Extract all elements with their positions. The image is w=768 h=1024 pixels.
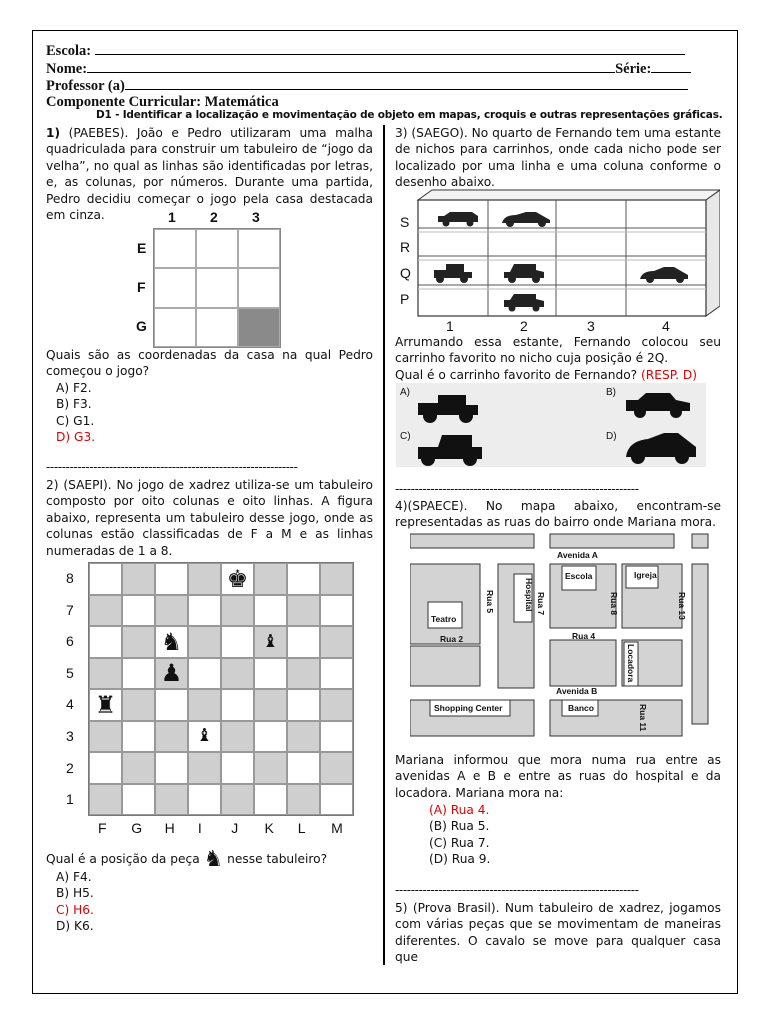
chess-square: [122, 658, 155, 690]
chess-square: [89, 752, 122, 784]
shelf-col-label: 3: [587, 318, 595, 334]
chess-square: [155, 721, 188, 753]
highlighted-cell: [238, 308, 280, 347]
car-option-label: A): [400, 387, 410, 398]
answer-note: (RESP. D): [641, 368, 698, 382]
rook-icon: ♜: [94, 690, 117, 719]
grid-cell: [196, 229, 238, 268]
chess-file-label: H: [164, 820, 175, 836]
bishop-icon: ♝: [262, 630, 279, 652]
shelf-row-label: S: [400, 214, 410, 230]
chess-square: [287, 752, 320, 784]
q3-question: Qual é o carrinho favorito de Fernando? (RESP. D): [395, 368, 698, 382]
chess-rank-label: 3: [66, 728, 74, 744]
map-label: Avenida A: [557, 550, 598, 560]
knight-icon: ♞: [203, 847, 224, 872]
grid-cell: [238, 229, 280, 268]
chess-square: [89, 784, 122, 816]
chess-square: [287, 721, 320, 753]
grid-cell: [154, 308, 196, 347]
bishop-icon: ♝: [196, 725, 213, 747]
q1-row-label: E: [137, 240, 147, 256]
map-label: Avenida B: [556, 686, 598, 696]
shelf-col-label: 1: [446, 318, 454, 334]
map-label: Escola: [565, 571, 593, 581]
option[interactable]: D) K6.: [56, 919, 94, 934]
q1-col-label: 1: [168, 209, 176, 225]
subject-line: Componente Curricular: Matemática: [46, 94, 279, 110]
chess-square: [122, 689, 155, 721]
chess-file-label: G: [131, 820, 143, 836]
map-label: Teatro: [431, 614, 457, 624]
map-label: Locadora: [626, 644, 636, 683]
chess-square: [188, 752, 221, 784]
chess-square: [221, 626, 254, 658]
grid-cell: [154, 229, 196, 268]
column-divider: [383, 125, 385, 965]
option[interactable]: B) H5.: [56, 886, 94, 901]
chess-square: [221, 658, 254, 690]
chess-square: [188, 784, 221, 816]
option[interactable]: (C) Rua 7.: [429, 835, 490, 850]
q4-question: Mariana informou que mora numa rua entre as avenidas A e B e entre as ruas do hospital e da locadora. Mariana mora na:: [395, 753, 721, 800]
chess-square: [254, 563, 287, 595]
map-label: Banco: [568, 703, 594, 713]
chess-square: [254, 595, 287, 627]
chess-square: [254, 626, 287, 658]
chess-square: [254, 784, 287, 816]
chess-square: [89, 689, 122, 721]
chess-square: [287, 689, 320, 721]
chess-square: [188, 658, 221, 690]
teacher-line: Professor (a): [46, 78, 688, 95]
map-label: Igreja: [634, 570, 657, 580]
car-drawings: [396, 383, 706, 467]
grid-cell: [196, 308, 238, 347]
chess-square: [254, 752, 287, 784]
chess-rank-label: 5: [66, 664, 74, 681]
chess-square: [155, 689, 188, 721]
pawn-icon: ♟: [160, 659, 183, 688]
chess-square: [89, 721, 122, 753]
option-correct[interactable]: D) G3.: [56, 430, 96, 445]
map-label: Shopping Center: [434, 703, 503, 713]
separator: --------------------------------------------------------------: [395, 883, 639, 897]
q2-text: 2) (SAEPI). No jogo de xadrez utiliza-se um tabuleiro composto por oito colunas e oito linhas. A figura abaixo, representa um tabuleiro desse jogo, onde as colunas estão classificadas de F a M e as linhas numeradas de 1 a 8.: [46, 478, 373, 558]
chess-square: [320, 752, 353, 784]
chess-square: [155, 658, 188, 690]
chess-square: [320, 784, 353, 816]
option[interactable]: A) F2.: [56, 381, 92, 395]
chess-square: [221, 752, 254, 784]
chess-square: [122, 721, 155, 753]
map-label: Rua 7: [536, 592, 546, 616]
shelf-col-label: 2: [520, 318, 528, 334]
chess-file-label: I: [197, 820, 202, 836]
q4-text: 4)(SPAECE). No mapa abaixo, encontram-se representadas as ruas do bairro onde Mariana mora.: [395, 499, 721, 530]
q1-row-label: G: [136, 318, 147, 334]
chessboard: [88, 562, 354, 816]
chess-square: [320, 721, 353, 753]
chess-square: [155, 563, 188, 595]
q1-text: 1) (PAEBES). João e Pedro utilizaram uma malha quadriculada para construir um tabuleiro de “jogo da velha”, no qual as linhas são identificadas por letras, e, as colunas, por números. Durante uma partida, Pedro decidiu começar o jogo pela casa destacada em cinza.: [46, 126, 374, 223]
chess-square: [320, 595, 353, 627]
shelf-row-label: Q: [400, 265, 411, 281]
chess-square: [254, 658, 287, 690]
chess-rank-label: 7: [66, 601, 74, 618]
chess-square: [155, 752, 188, 784]
q2-options: [46, 869, 373, 935]
car-option-label: D): [606, 431, 617, 442]
chess-square: [89, 595, 122, 627]
name-line: Nome: Série:: [46, 61, 691, 78]
separator: --------------------------------------------------------------: [395, 482, 639, 496]
chess-square: [188, 563, 221, 595]
school-line: Escola:: [46, 43, 685, 60]
chess-square: [188, 626, 221, 658]
descriptor: D1 - Identificar a localização e movimentação de objeto em mapas, croquis e outras representações gráficas.: [96, 109, 723, 121]
chess-rank-label: 4: [66, 696, 74, 713]
chess-rank-label: 6: [66, 633, 74, 650]
q1-question: Quais são as coordenadas da casa na qual Pedro começou o jogo?: [46, 348, 373, 379]
map-label: Rua 13: [677, 592, 687, 620]
grid-cell: [238, 268, 280, 307]
chess-square: [320, 626, 353, 658]
chess-square: [188, 595, 221, 627]
shelf-row-label: R: [400, 239, 411, 255]
chess-square: [89, 563, 122, 595]
chess-square: [122, 563, 155, 595]
map-label: Rua 5: [485, 590, 495, 614]
chess-square: [188, 721, 221, 753]
tic-tac-toe-grid: [153, 228, 281, 348]
q5-text: 5) (Prova Brasil). Num tabuleiro de xadrez, jogamos com várias peças que se movimentam de maneiras diferentes. O cavalo se move para qualquer casa que: [395, 901, 721, 965]
chess-file-label: J: [231, 820, 239, 836]
q1-col-label: 3: [252, 209, 260, 225]
chess-square: [221, 689, 254, 721]
chess-file-label: M: [331, 820, 343, 836]
option[interactable]: A) F4.: [56, 870, 92, 884]
chess-square: [287, 626, 320, 658]
map-label: Rua 2: [440, 634, 464, 644]
chess-square: [122, 752, 155, 784]
chess-square: [320, 689, 353, 721]
king-icon: ♚: [226, 564, 249, 593]
option[interactable]: (B) Rua 5.: [429, 819, 490, 834]
option[interactable]: B) F3.: [56, 397, 92, 412]
chess-square: [221, 721, 254, 753]
chess-rank-label: 2: [66, 759, 74, 776]
chess-file-label: L: [297, 820, 306, 836]
option[interactable]: (D) Rua 9.: [429, 852, 491, 867]
option-correct[interactable]: C) H6.: [56, 902, 94, 917]
chess-square: [89, 626, 122, 658]
q1-col-label: 2: [210, 209, 218, 225]
separator: ----------------------------------------------------------------: [46, 460, 298, 474]
chess-square: [155, 784, 188, 816]
map-label: Hospital: [524, 578, 534, 612]
chess-square: [122, 595, 155, 627]
shelf-col-label: 4: [662, 318, 670, 334]
option[interactable]: C) G1.: [56, 413, 95, 428]
chess-rank-label: 8: [66, 570, 74, 586]
map-label: Rua 11: [638, 704, 648, 732]
chess-square: [221, 563, 254, 595]
chess-square: [254, 721, 287, 753]
q1-options: [46, 380, 373, 446]
q3-text: 3) (SAEGO). No quarto de Fernando tem uma estante de nichos para carrinhos, onde cada nicho pode ser localizado por uma linha e uma coluna conforme o desenho abaixo.: [395, 126, 721, 190]
chess-square: [122, 626, 155, 658]
chess-square: [155, 595, 188, 627]
q2-question: Qual é a posição da peça ♞ nesse tabuleiro?: [46, 847, 328, 872]
chess-square: [188, 689, 221, 721]
chess-square: [287, 595, 320, 627]
map-label: Rua 8: [609, 592, 619, 616]
chess-file-label: F: [98, 820, 107, 836]
grid-cell: [196, 268, 238, 307]
q4-options: [395, 802, 721, 868]
chess-square: [221, 784, 254, 816]
map-label: Rua 4: [572, 631, 596, 641]
car-option-label: C): [400, 431, 411, 442]
chess-square: [122, 784, 155, 816]
chess-square: [287, 563, 320, 595]
grid-cell: [154, 268, 196, 307]
car-option-label: B): [606, 387, 616, 398]
chess-square: [89, 658, 122, 690]
shelf-row-label: P: [400, 291, 410, 307]
chess-square: [254, 689, 287, 721]
q3-text2: Arrumando essa estante, Fernando colocou seu carrinho favorito no nicho cuja posição é 2Q.: [395, 335, 721, 366]
car-shelf: [410, 188, 720, 318]
chess-square: [320, 658, 353, 690]
knight-icon: ♞: [160, 627, 183, 656]
chess-square: [287, 784, 320, 816]
q1-row-label: F: [137, 279, 146, 295]
chess-square: [155, 626, 188, 658]
car-options: [396, 383, 706, 467]
chess-file-label: K: [264, 820, 274, 836]
chess-square: [287, 658, 320, 690]
chess-square: [320, 563, 353, 595]
option-correct[interactable]: (A) Rua 4.: [429, 803, 490, 817]
chess-rank-label: 1: [66, 791, 74, 808]
chess-square: [221, 595, 254, 627]
